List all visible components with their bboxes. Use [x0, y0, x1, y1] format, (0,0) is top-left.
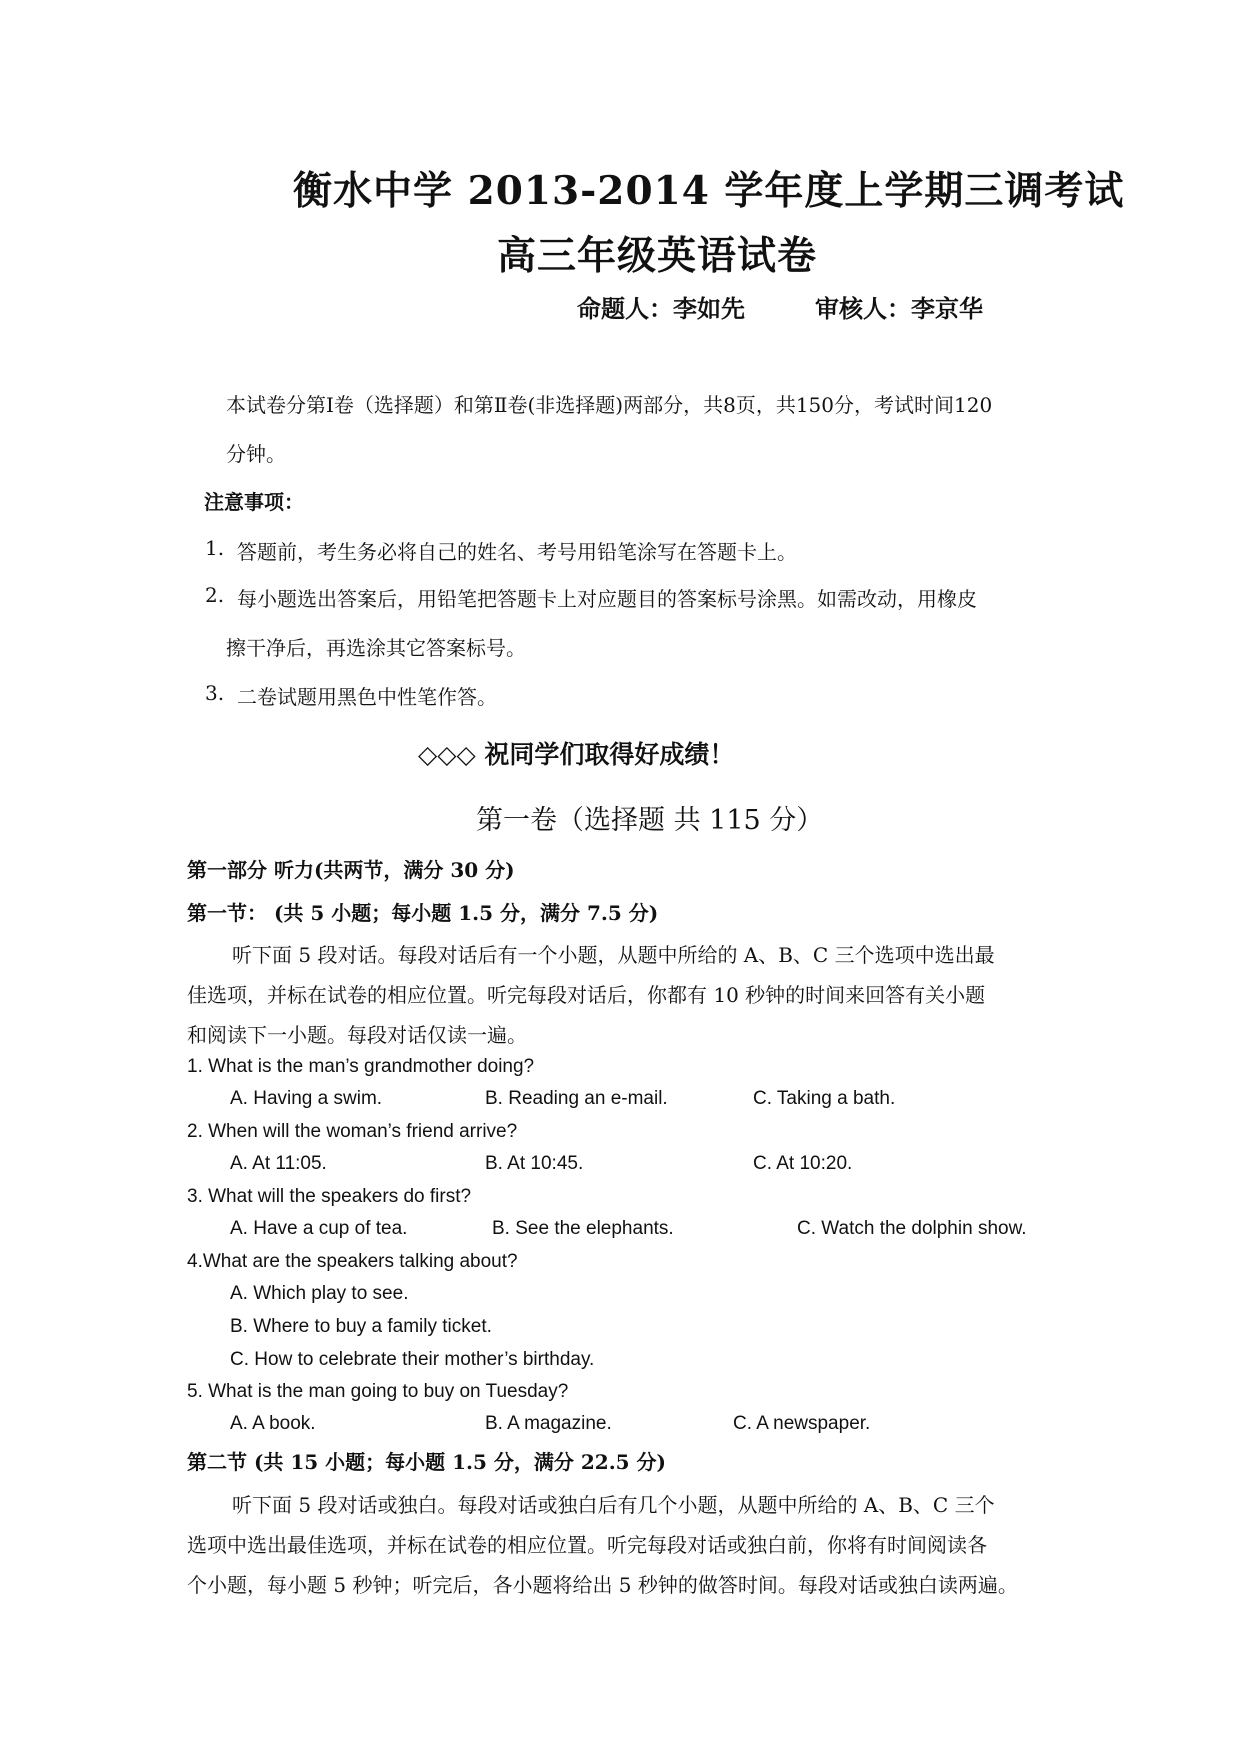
intro-line-1: 本试卷分第Ⅰ卷（选择题）和第Ⅱ卷(非选择题)两部分，共8页，共150分，考试时间120	[226, 393, 993, 417]
section1-instruction-line: 和阅读下一小题。每段对话仅读一遍。	[187, 1023, 527, 1047]
volume-title: 第一卷（选择题 共 115 分）	[476, 805, 824, 836]
note-number: 2.	[205, 583, 225, 607]
question-stem: 1. What is the man’s grandmother doing?	[187, 1056, 535, 1077]
option-b: B. At 10:45.	[485, 1153, 584, 1174]
option-a: A. At 11:05.	[230, 1153, 327, 1174]
exam-title-line2: 高三年级英语试卷	[497, 233, 818, 279]
good-luck-message: ◇◇◇ 祝同学们取得好成绩！	[418, 740, 735, 769]
option-a: A. Having a swim.	[230, 1088, 383, 1109]
section1-heading: 第一节： (共 5 小题；每小题 1.5 分，满分 7.5 分)	[187, 901, 659, 925]
question-stem: 2. When will the woman’s friend arrive?	[187, 1121, 518, 1142]
section2-heading: 第二节 (共 15 小题；每小题 1.5 分，满分 22.5 分)	[187, 1450, 667, 1474]
option-b: B. Reading an e-mail.	[485, 1088, 668, 1109]
option-c: C. At 10:20.	[753, 1153, 853, 1174]
option-c: C. How to celebrate their mother’s birthday.	[230, 1349, 595, 1370]
section2-instruction-line: 选项中选出最佳选项，并标在试卷的相应位置。听完每段对话或独白前，你将有时间阅读各	[187, 1533, 987, 1557]
option-b: B. See the elephants.	[492, 1218, 674, 1239]
section1-instruction-line: 佳选项，并标在试卷的相应位置。听完每段对话后，你都有 10 秒钟的时间来回答有关小题	[187, 983, 986, 1007]
option-a: A. Have a cup of tea.	[230, 1218, 408, 1239]
note-number: 3.	[205, 681, 225, 705]
note-text-continued: 擦干净后，再选涂其它答案标号。	[226, 636, 526, 660]
option-c: C. Taking a bath.	[753, 1088, 896, 1109]
note-number: 1.	[205, 536, 225, 560]
exam-title-line1: 衡水中学 2013-2014 学年度上学期三调考试	[293, 168, 1125, 214]
setter-name: 命题人：李如先	[577, 294, 745, 323]
option-a: A. A book.	[230, 1413, 316, 1434]
section2-instruction-line: 个小题，每小题 5 秒钟；听完后，各小题将给出 5 秒钟的做答时间。每段对话或独白读两遍。	[187, 1573, 1018, 1597]
part1-heading: 第一部分 听力(共两节，满分 30 分)	[187, 858, 515, 882]
option-b: B. A magazine.	[485, 1413, 612, 1434]
question-stem: 3. What will the speakers do first?	[187, 1186, 472, 1207]
option-c: C. A newspaper.	[733, 1413, 871, 1434]
note-text: 答题前，考生务必将自己的姓名、考号用铅笔涂写在答题卡上。	[237, 540, 797, 564]
option-a: A. Which play to see.	[230, 1283, 409, 1304]
reviewer-name: 审核人：李京华	[815, 294, 983, 323]
section1-instruction-line: 听下面 5 段对话。每段对话后有一个小题，从题中所给的 A、B、C 三个选项中选出最	[232, 943, 995, 967]
question-stem: 4.What are the speakers talking about?	[187, 1251, 518, 1272]
option-c: C. Watch the dolphin show.	[797, 1218, 1027, 1239]
question-stem: 5. What is the man going to buy on Tuesday?	[187, 1381, 569, 1402]
option-b: B. Where to buy a family ticket.	[230, 1316, 492, 1337]
note-text: 每小题选出答案后，用铅笔把答题卡上对应题目的答案标号涂黑。如需改动，用橡皮	[237, 587, 977, 611]
section2-instruction-line: 听下面 5 段对话或独白。每段对话或独白后有几个小题，从题中所给的 A、B、C 三个	[232, 1493, 995, 1517]
note-text: 二卷试题用黑色中性笔作答。	[237, 685, 497, 709]
intro-line-2: 分钟。	[226, 442, 286, 466]
notes-heading: 注意事项：	[204, 490, 304, 514]
